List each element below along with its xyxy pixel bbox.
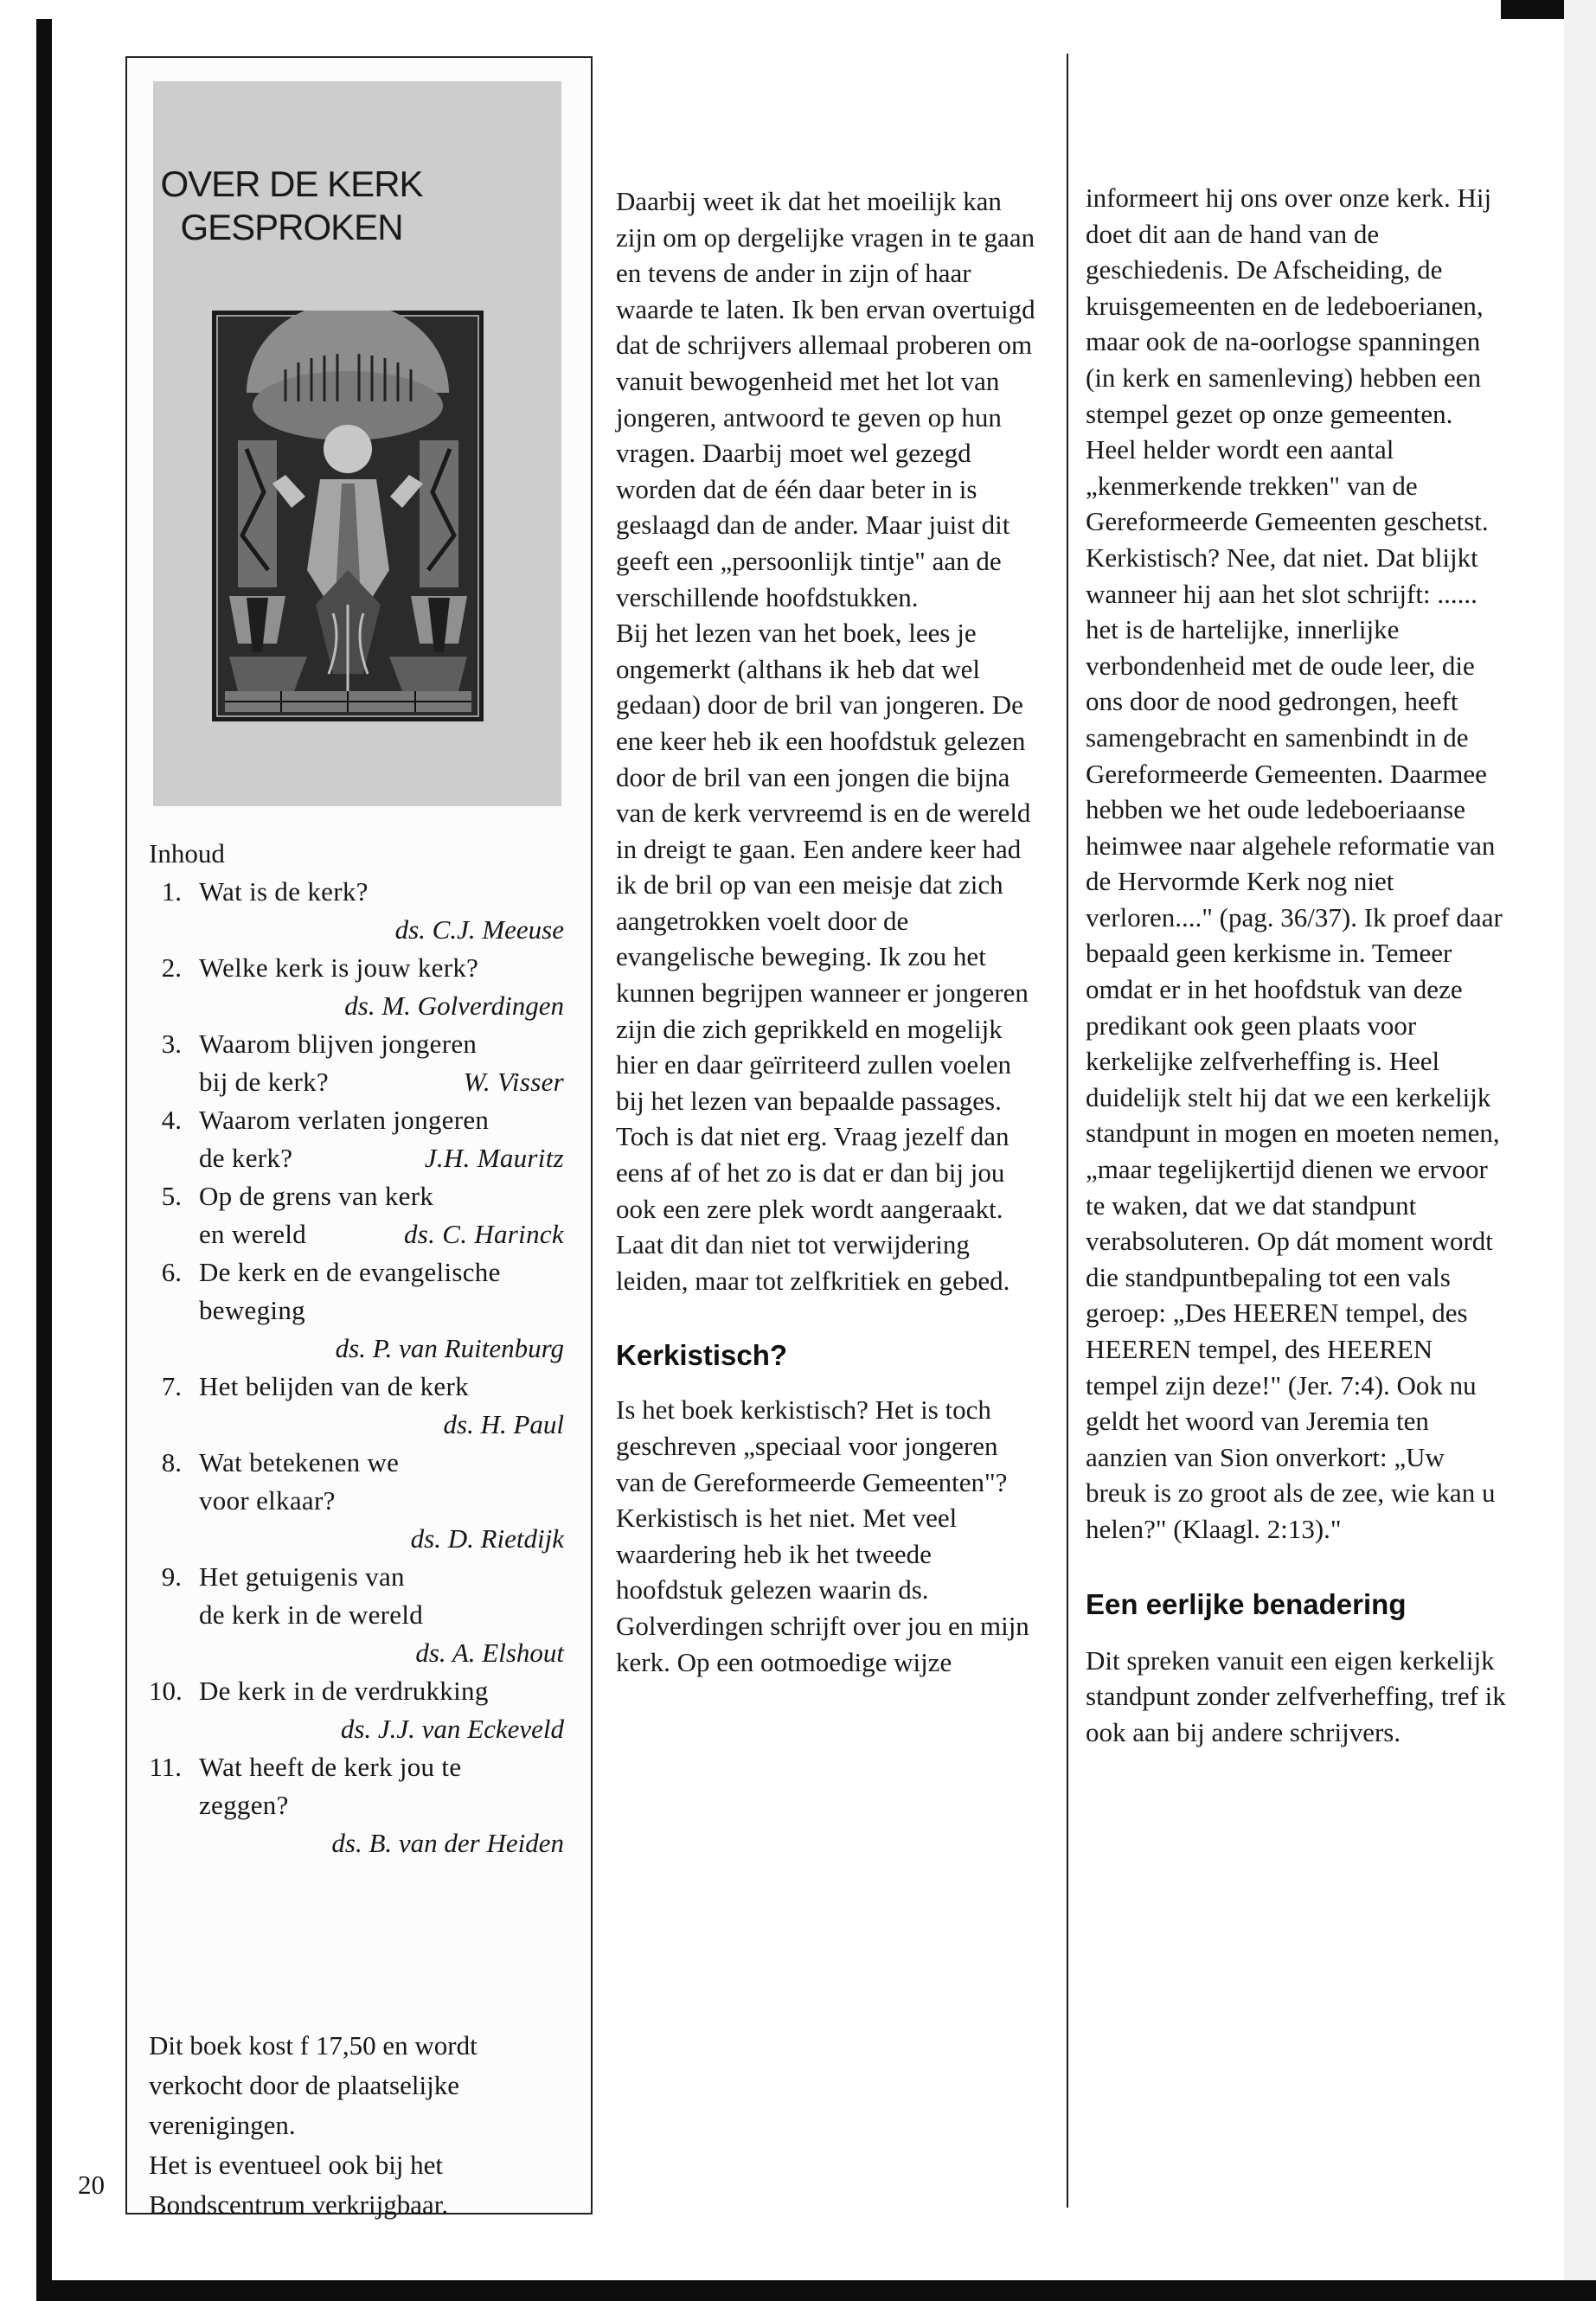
- body-paragraph: Bij het lezen van het boek, lees je ongemerkt (althans ik heb dat wel gedaan) door de bril van jongeren. De ene keer heb ik een hoofdstuk gelezen door de bril van een jongen die bijna van de kerk vervreemd is en de wereld in dreigt te gaan. Een andere keer had ik de bril op van een meisje dat zich aangetrokken voelt door de evangelische beweging. Ik zou het kunnen begrijpen wanneer er jongeren zijn die zich geprikkeld en mogelijk hier en daar geïrriteerd zullen voelen bij het lezen van bepaalde passages. Toch is dat niet erg. Vraag jezelf dan eens af of het zo is dat er dan bij jou ook een zere plek wordt aangeraakt. Laat dit dan niet tot verwijdering leiden, maar tot zelfkritiek en gebed.: [616, 618, 1031, 1296]
- book-cover-title: [153, 163, 430, 249]
- availability-text: Het is eventueel ook bij het Bondscentrum verkrijgbaar.: [149, 2150, 449, 2220]
- stained-glass-illustration: [212, 311, 484, 721]
- toc-item-title-cont: [199, 1139, 573, 1177]
- toc-item-author: ds. J.J. van Eckeveld: [340, 1714, 564, 1744]
- scan-edge-bottom: [36, 2280, 1596, 2301]
- article-column-middle: [616, 183, 1040, 1680]
- toc-item-number: 6.: [161, 1257, 182, 1287]
- toc-item-number: 10.: [149, 1676, 183, 1706]
- toc-item-author: ds. M. Golverdingen: [344, 990, 564, 1021]
- book-cover-title-line2: GESPROKEN: [180, 207, 403, 247]
- body-paragraph: informeert hij ons over onze kerk. Hij doet dit aan de hand van de geschiedenis. De Afscheiding, de kruisgemeenten en de ledeboerianen, maar ook de na-oorlogse spanningen (in kerk en samenleving) hebben een stempel gezet op onze gemeenten. Heel helder wordt een aantal „kenmerkende trekken" van de Gereformeerde Gemeenten geschetst. Kerkistisch? Nee, dat niet. Dat blijkt wanneer hij aan het slot schrijft: ...... het is de hartelijke, innerlijke verbondenheid met de oude leer, die ons door de nood gedrongen, heeft samengebracht en samenbindt in de Gereformeerde Gemeenten. Daarmee hebben we het oude ledeboeriaanse heimwee naar algehele reformatie van de Hervormde Kerk nog niet verloren...." (pag. 36/37). Ik proef daar bepaald geen kerkisme in. Temeer omdat er in het hoofdstuk van deze predikant ook geen plaats voor kerkelijke zelfverheffing is. Heel duidelijk stelt hij dat we een kerkelijk standpunt in mogen en moeten nemen, „maar tegelijkertijd dienen we ervoor te waken, dat we dat standpunt verabsoluteren. Op dát moment wordt die standpuntbepaling tot een vals geroep: „Des HEEREN tempel, des HEEREN tempel, des HEEREN tempel zijn deze!" (Jer. 7:4). Ook nu geldt het woord van Jeremia ten aanzien van Sion onverkort: „Uw breuk is zo groot als de zee, wie kan u helen?" (Klaagl. 2:13).": [1086, 183, 1503, 1544]
- toc-item-number: 8.: [161, 1447, 182, 1477]
- toc-item-number: 1.: [161, 876, 182, 907]
- toc-item-title: De kerk en de evangelische: [199, 1257, 501, 1287]
- book-cover: [153, 81, 561, 806]
- toc-item-author: ds. C. Harinck: [403, 1219, 564, 1249]
- table-of-contents: [149, 835, 573, 1862]
- toc-item-title-line2: bij de kerk?: [199, 1067, 329, 1097]
- toc-item-number: 11.: [149, 1752, 182, 1782]
- toc-item-title: Wat heeft de kerk jou te: [199, 1752, 462, 1782]
- toc-item: [149, 1748, 573, 1862]
- toc-item-title-line2: zeggen?: [199, 1790, 289, 1820]
- toc-item: [149, 1672, 573, 1748]
- toc-item-author: ds. C.J. Meeuse: [394, 914, 564, 945]
- toc-item: [149, 1368, 573, 1444]
- price-info: [149, 2026, 574, 2225]
- toc-item: [149, 949, 573, 1025]
- toc-item: [149, 1101, 573, 1177]
- book-cover-title-line1: OVER DE KERK: [160, 163, 423, 204]
- toc-item-title: Op de grens van kerk: [199, 1181, 434, 1211]
- toc-item-number: 9.: [161, 1561, 182, 1592]
- toc-item-author: ds. D. Rietdijk: [410, 1523, 564, 1554]
- book-info-box: [125, 56, 593, 2220]
- toc-item-title: De kerk in de verdrukking: [199, 1676, 489, 1706]
- toc-item-title-line2: voor elkaar?: [199, 1485, 336, 1516]
- toc-item-author: J.H. Mauritz: [424, 1143, 564, 1173]
- toc-item-title-line2: en wereld: [199, 1219, 307, 1249]
- page-number: 20: [78, 2170, 105, 2200]
- section-heading: Een eerlijke benadering: [1086, 1587, 1407, 1620]
- article-column-right: [1086, 180, 1509, 1750]
- toc-item-author: ds. A. Elshout: [415, 1638, 564, 1668]
- toc-item: [149, 1025, 573, 1101]
- body-paragraph: Dit spreken vanuit een eigen kerkelijk standpunt zonder zelfverheffing, tref ik ook aan bij andere schrijvers.: [1086, 1644, 1506, 1747]
- toc-item-number: 2.: [161, 952, 182, 983]
- scan-edge-left: [36, 19, 52, 2301]
- toc-item: [149, 1253, 573, 1368]
- toc-item-number: 5.: [161, 1181, 182, 1211]
- toc-item-title: Welke kerk is jouw kerk?: [199, 952, 479, 983]
- toc-heading: Inhoud: [149, 838, 225, 868]
- column-divider: [1067, 54, 1068, 2208]
- toc-item-number: 7.: [161, 1371, 182, 1401]
- toc-item-title: Het getuigenis van: [199, 1561, 405, 1592]
- toc-item-title: Waarom blijven jongeren: [199, 1029, 478, 1059]
- toc-item-title: Wat is de kerk?: [199, 876, 369, 907]
- toc-item-title-cont: [199, 1215, 573, 1253]
- toc-item-author: ds. P. van Ruitenburg: [335, 1333, 564, 1363]
- toc-item-title-line2: de kerk?: [199, 1143, 293, 1173]
- toc-item-author: ds. B. van der Heiden: [331, 1828, 564, 1858]
- toc-item-number: 4.: [161, 1105, 182, 1135]
- body-paragraph: Is het boek kerkistisch? Het is toch geschreven „speciaal voor jongeren van de Gereformeerde Gemeenten"? Kerkistisch is het niet. Met veel waardering heb ik het tweede hoofdstuk gelezen waarin ds. Golverdingen schrijft over jou en mijn kerk. Op een ootmoedige wijze: [616, 1394, 1029, 1677]
- body-paragraph: Daarbij weet ik dat het moeilijk kan zijn om op dergelijke vragen in te gaan en tevens de ander in zijn of haar waarde te laten. Ik ben ervan overtuigd dat de schrijvers allemaal proberen om vanuit bewogenheid met het lot van jongeren, antwoord te geven op hun vragen. Daarbij moet wel gezegd worden dat de één daar beter in is geslaagd dan de ander. Maar juist dit geeft een „persoonlijk tintje" aan de verschillende hoofdstukken.: [616, 186, 1035, 612]
- toc-item-author: W. Visser: [463, 1067, 564, 1097]
- toc-item: [149, 873, 573, 949]
- toc-item-title-cont: [199, 1063, 573, 1101]
- price-text: Dit boek kost f 17,50 en wordt verkocht door de plaatselijke verenigingen.: [149, 2030, 478, 2140]
- toc-item-title-line2: de kerk in de wereld: [199, 1599, 424, 1630]
- toc-item: [149, 1177, 573, 1253]
- toc-item-title-line2: beweging: [199, 1295, 305, 1325]
- toc-item-title: Waarom verlaten jongeren: [199, 1105, 490, 1135]
- toc-item-title: Wat betekenen we: [199, 1447, 400, 1477]
- section-heading: Kerkistisch?: [616, 1339, 788, 1372]
- toc-item-number: 3.: [161, 1029, 182, 1059]
- toc-item: [149, 1444, 573, 1558]
- scan-edge-right: [1564, 0, 1596, 2280]
- toc-item-title: Het belijden van de kerk: [199, 1371, 469, 1401]
- scan-margin: [0, 0, 35, 2301]
- toc-item: [149, 1558, 573, 1672]
- toc-item-author: ds. H. Paul: [443, 1409, 564, 1439]
